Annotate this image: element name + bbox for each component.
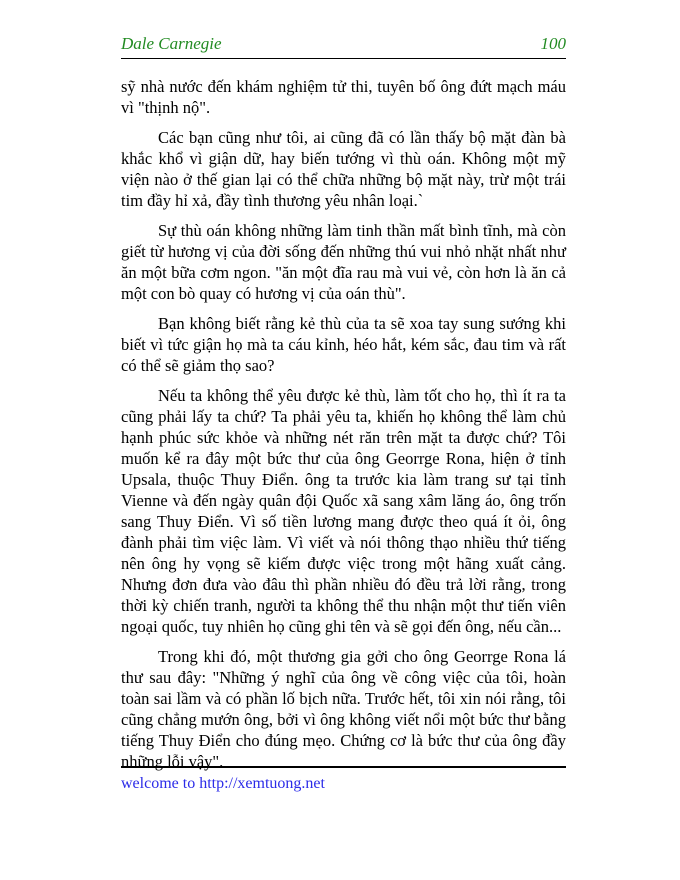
body-text bbox=[121, 76, 566, 772]
content-column bbox=[121, 34, 566, 781]
running-header bbox=[121, 34, 566, 59]
paragraph: sỹ nhà nước đến khám nghiệm tử thi, tuyên bố ông đứt mạch máu vì "thịnh nộ". bbox=[121, 77, 566, 117]
paragraph: Các bạn cũng như tôi, ai cũng đã có lần thấy bộ mặt đàn bà khắc khổ vì giận dữ, hay biến tướng vì thù oán. Không một mỹ viện nào ở thế gian lại có thể chữa những bộ mặt này, trừ một trái tim đầy hỉ xả, đầy tình thương yêu nhân loại.` bbox=[121, 128, 566, 210]
paragraph: Nếu ta không thể yêu được kẻ thù, làm tốt cho họ, thì ít ra ta cũng phải lấy ta chứ? Ta phải yêu ta, khiến họ không thể làm chủ hạnh phúc sức khỏe và những nét răn trên mặt ta được chứ? Tôi muốn kể ra đây một bức thư của ông Georrge Rona, hiện ở tỉnh Upsala, thuộc Thuy Điển. ông ta trước kia làm trang sư tại tỉnh Vienne và đến ngày quân đội Quốc xã sang xâm lăng áo, ông trốn sang Thuy Điển. Vì số tiền lương mang được theo quá ít ỏi, ông đành phải tìm việc làm. Vì viết và nói thông thạo nhiều thứ tiếng nên ông hy vọng sẽ kiếm được việc trong một hãng xuất cảng. Nhưng đơn đưa vào đâu thì phần nhiều đó đều trả lời rằng, trong thời kỳ chiến tranh, người ta không thể thu nhận một thư tiến viên ngoại quốc, tuy nhiên họ cũng ghi tên và sẽ gọi đến ông, nếu cần... bbox=[121, 386, 566, 636]
footer-url-link[interactable]: welcome to http://xemtuong.net bbox=[121, 775, 325, 792]
header-author: Dale Carnegie bbox=[121, 34, 222, 53]
paragraph: Trong khi đó, một thương gia gởi cho ông Georrge Rona lá thư sau đây: "Những ý nghĩ của ông về công việc của tôi, hoàn toàn sai lầm và có phần lố bịch nữa. Trước hết, tôi xin nói rằng, tôi cũng chẳng mướn ông, bởi vì ông không viết nổi một bức thư bằng tiếng Thuy Điển cho đúng mẹo. Chứng cơ là bức thư của ông đầy những lỗi vậy". bbox=[121, 647, 566, 771]
page-number: 100 bbox=[540, 34, 566, 53]
paragraph: Sự thù oán không những làm tinh thần mất bình tĩnh, mà còn giết từ hương vị của đời sống đến những thú vui nhỏ nhặt nhất như ăn một bữa cơm ngon. "ăn một đĩa rau mà vui vẻ, còn hơn là ăn cả một con bò quay có hương vị của oán thù". bbox=[121, 221, 566, 303]
paragraph: Bạn không biết rằng kẻ thù của ta sẽ xoa tay sung sướng khi biết vì tức giận họ mà ta cáu kỉnh, héo hắt, kém sắc, đau tim và rất có thể sẽ giảm thọ sao? bbox=[121, 314, 566, 375]
page-footer bbox=[121, 766, 566, 793]
